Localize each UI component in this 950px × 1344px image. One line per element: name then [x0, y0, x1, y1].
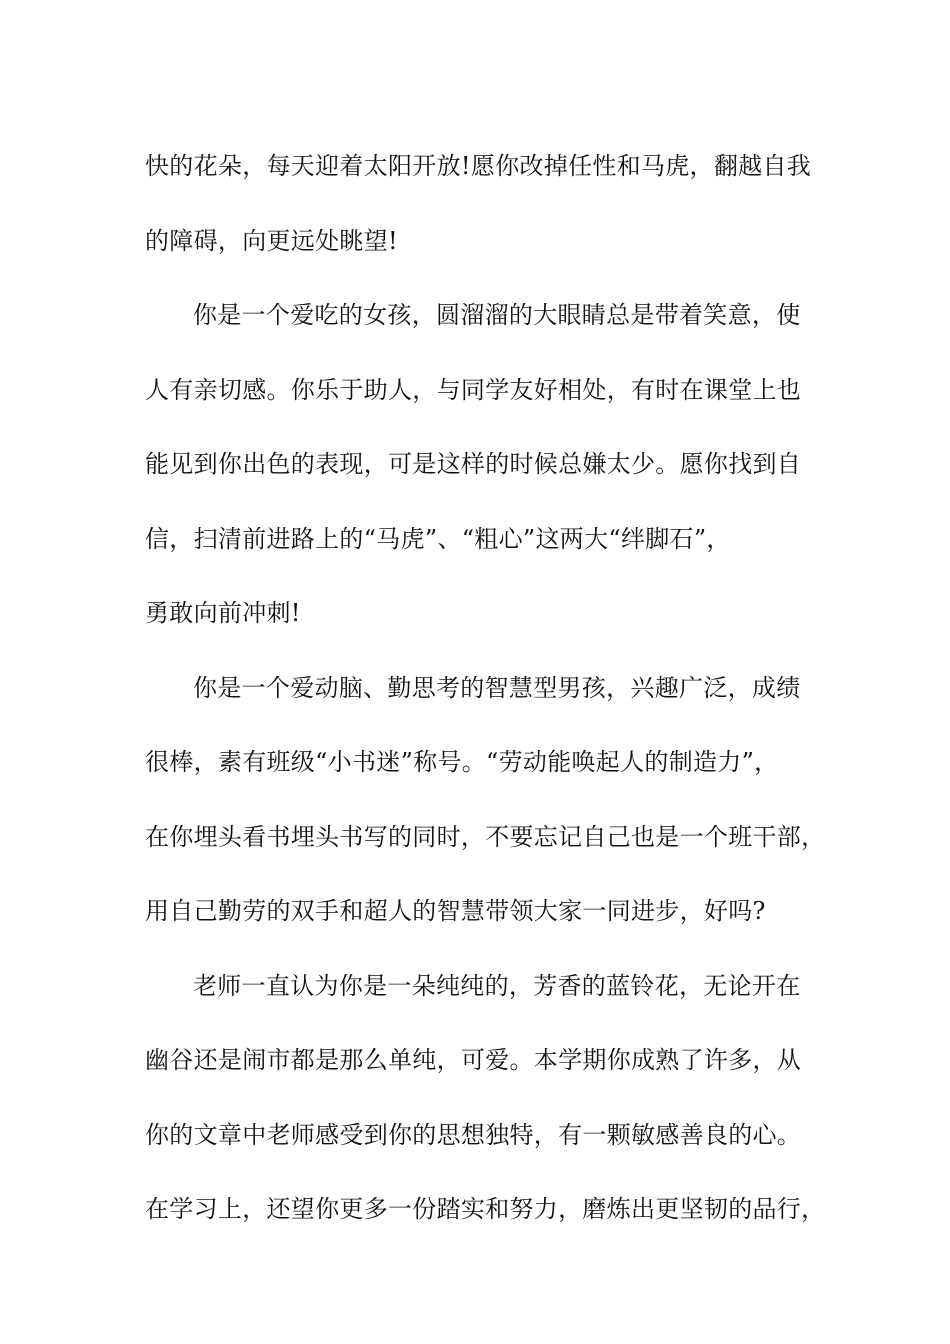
paragraph-start-line: 老师一直认为你是一朵纯纯的，芳香的蓝铃花，无论开在 — [193, 971, 801, 1000]
text-line: 能见到你出色的表现，可是这样的时候总嫌太少。愿你找到自 — [145, 450, 802, 478]
text-line: 勇敢向前冲刺! — [145, 599, 301, 627]
text-line: 用自己勤劳的双手和超人的智慧带领大家一同进步，好吗? — [145, 897, 766, 925]
text-line: 的障碍，向更远处眺望! — [145, 226, 398, 255]
text-line: 很棒，素有班级“小书迷”称号。“劳动能唤起人的制造力”， — [145, 748, 779, 776]
document-body — [145, 129, 835, 1247]
text-line: 你的文章中老师感受到你的思想独特，有一颗敏感善良的心。 — [145, 1120, 802, 1149]
text-line: 信，扫清前进路上的“马虎”、“粗心”这两大“绊脚石”， — [145, 524, 731, 553]
paragraph-start-line: 你是一个爱吃的女孩，圆溜溜的大眼睛总是带着笑意，使 — [193, 301, 801, 329]
text-line: 幽谷还是闹市都是那么单纯，可爱。本学期你成熟了许多，从 — [145, 1046, 802, 1074]
text-line: 在你埋头看书埋头书写的同时，不要忘记自己也是一个班干部， — [145, 822, 826, 851]
text-line: 人有亲切感。你乐于助人，与同学友好相处，有时在课堂上也 — [145, 375, 802, 404]
text-line: 快的花朵，每天迎着太阳开放!愿你改掉任性和马虎，翻越自我 — [145, 152, 812, 180]
text-line: 在学习上，还望你更多一份踏实和努力，磨炼出更坚韧的品行， — [145, 1195, 826, 1223]
paragraph-start-line: 你是一个爱动脑、勤思考的智慧型男孩，兴趣广泛，成绩 — [193, 673, 801, 702]
